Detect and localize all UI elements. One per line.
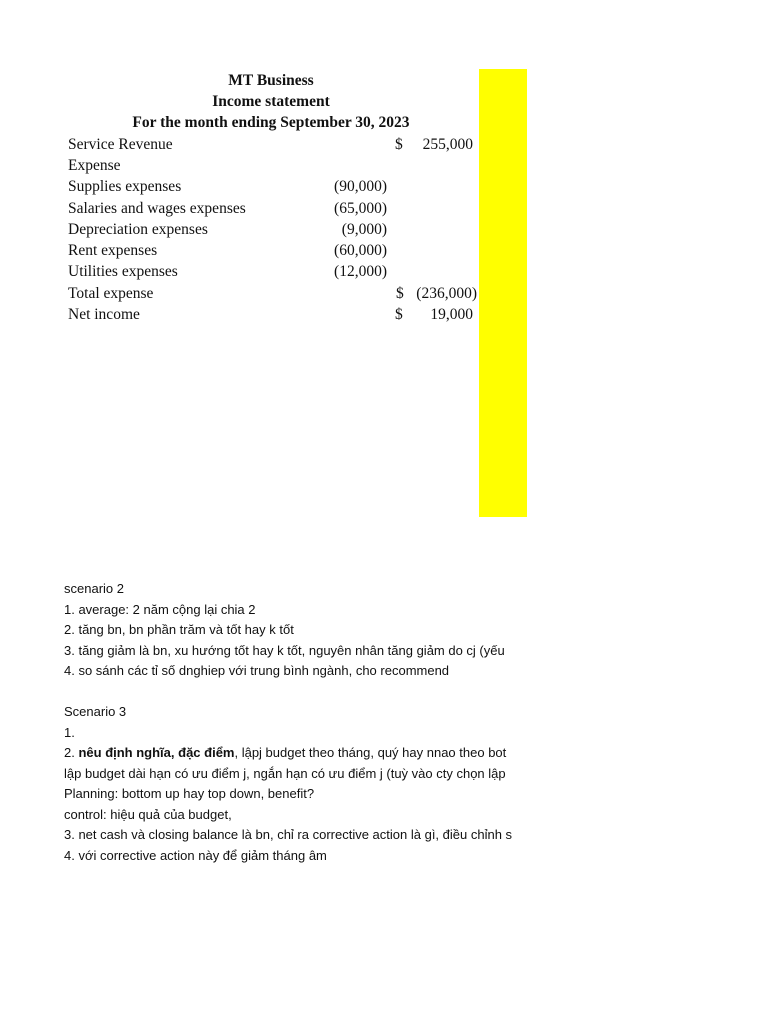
net-income-label: Net income: [68, 306, 140, 323]
scenario-3-line: control: hiệu quả của budget,: [64, 806, 232, 822]
net-income-row: [68, 304, 488, 325]
scenario-2-line: 4. so sánh các tỉ số dnghiep với trung bình ngành, cho recommend: [64, 663, 450, 678]
scenario-2-line: 2. tăng bn, bn phần trăm và tốt hay k tốt: [64, 622, 294, 637]
total-expense-label: Total expense: [68, 285, 154, 302]
revenue-label: Service Revenue: [68, 136, 173, 153]
scenario-3-line: lập budget dài hạn có ưu điểm j, ngắn hạn có ưu điểm j (tuỳ vào cty chọn lập: [64, 765, 506, 781]
statement-title: Income statement: [212, 93, 330, 110]
expense-label: Salaries and wages expenses: [68, 200, 246, 217]
expense-label: Rent expenses: [68, 242, 158, 259]
net-income-value: 19,000: [430, 306, 473, 323]
scenario-2-heading: scenario 2: [64, 581, 124, 596]
total-expense-currency: $: [396, 285, 404, 302]
expense-label: Utilities expenses: [68, 263, 178, 280]
revenue-currency: $: [395, 136, 403, 153]
notes-section: [64, 579, 528, 866]
expense-row: [68, 219, 488, 240]
expense-row: [68, 198, 488, 219]
scenario-3-heading: Scenario 3: [64, 704, 127, 719]
expense-heading-row: [68, 155, 488, 176]
expense-heading: Expense: [68, 157, 121, 174]
total-expense-value: (236,000): [416, 285, 477, 302]
scenario-3-line: 4. với corrective action này để giảm tháng âm: [64, 847, 327, 863]
company-name: MT Business: [228, 72, 314, 89]
revenue-row: [68, 134, 488, 155]
expense-row: [68, 240, 488, 261]
bold-phrase: nêu định nghĩa, đặc điểm: [78, 745, 235, 760]
statement-period: For the month ending September 30, 2023: [132, 114, 410, 131]
scenario-2-line: 1. average: 2 năm cộng lại chia 2: [64, 601, 256, 617]
expense-label: Depreciation expenses: [68, 221, 208, 238]
blank-line: [64, 682, 528, 703]
total-expense-row: [68, 283, 488, 304]
line-rest: , lậpj budget theo tháng, quý hay nnao theo bot: [234, 745, 507, 760]
expense-row: [68, 176, 488, 197]
expense-value: (60,000): [334, 242, 387, 259]
scenario-3-line: Planning: bottom up hay top down, benefit?: [64, 786, 315, 801]
expense-value: (12,000): [334, 263, 387, 280]
net-income-currency: $: [395, 306, 403, 323]
expense-value: (65,000): [334, 200, 387, 217]
revenue-value: 255,000: [422, 136, 473, 153]
scenario-2-line: 3. tăng giảm là bn, xu hướng tốt hay k tốt, nguyên nhân tăng giảm do cj (yếu: [64, 642, 505, 658]
expense-value: (9,000): [341, 221, 387, 238]
scenario-3-line: 1.: [64, 724, 75, 740]
scenario-3-line: 3. net cash và closing balance là bn, chỉ ra corrective action là gì, điều chỉnh s: [64, 827, 513, 842]
scenario-3-line: [64, 743, 528, 764]
expense-row: [68, 261, 488, 282]
expense-label: Supplies expenses: [68, 178, 182, 195]
expense-value: (90,000): [334, 178, 387, 195]
line-prefix: 2.: [64, 745, 79, 760]
